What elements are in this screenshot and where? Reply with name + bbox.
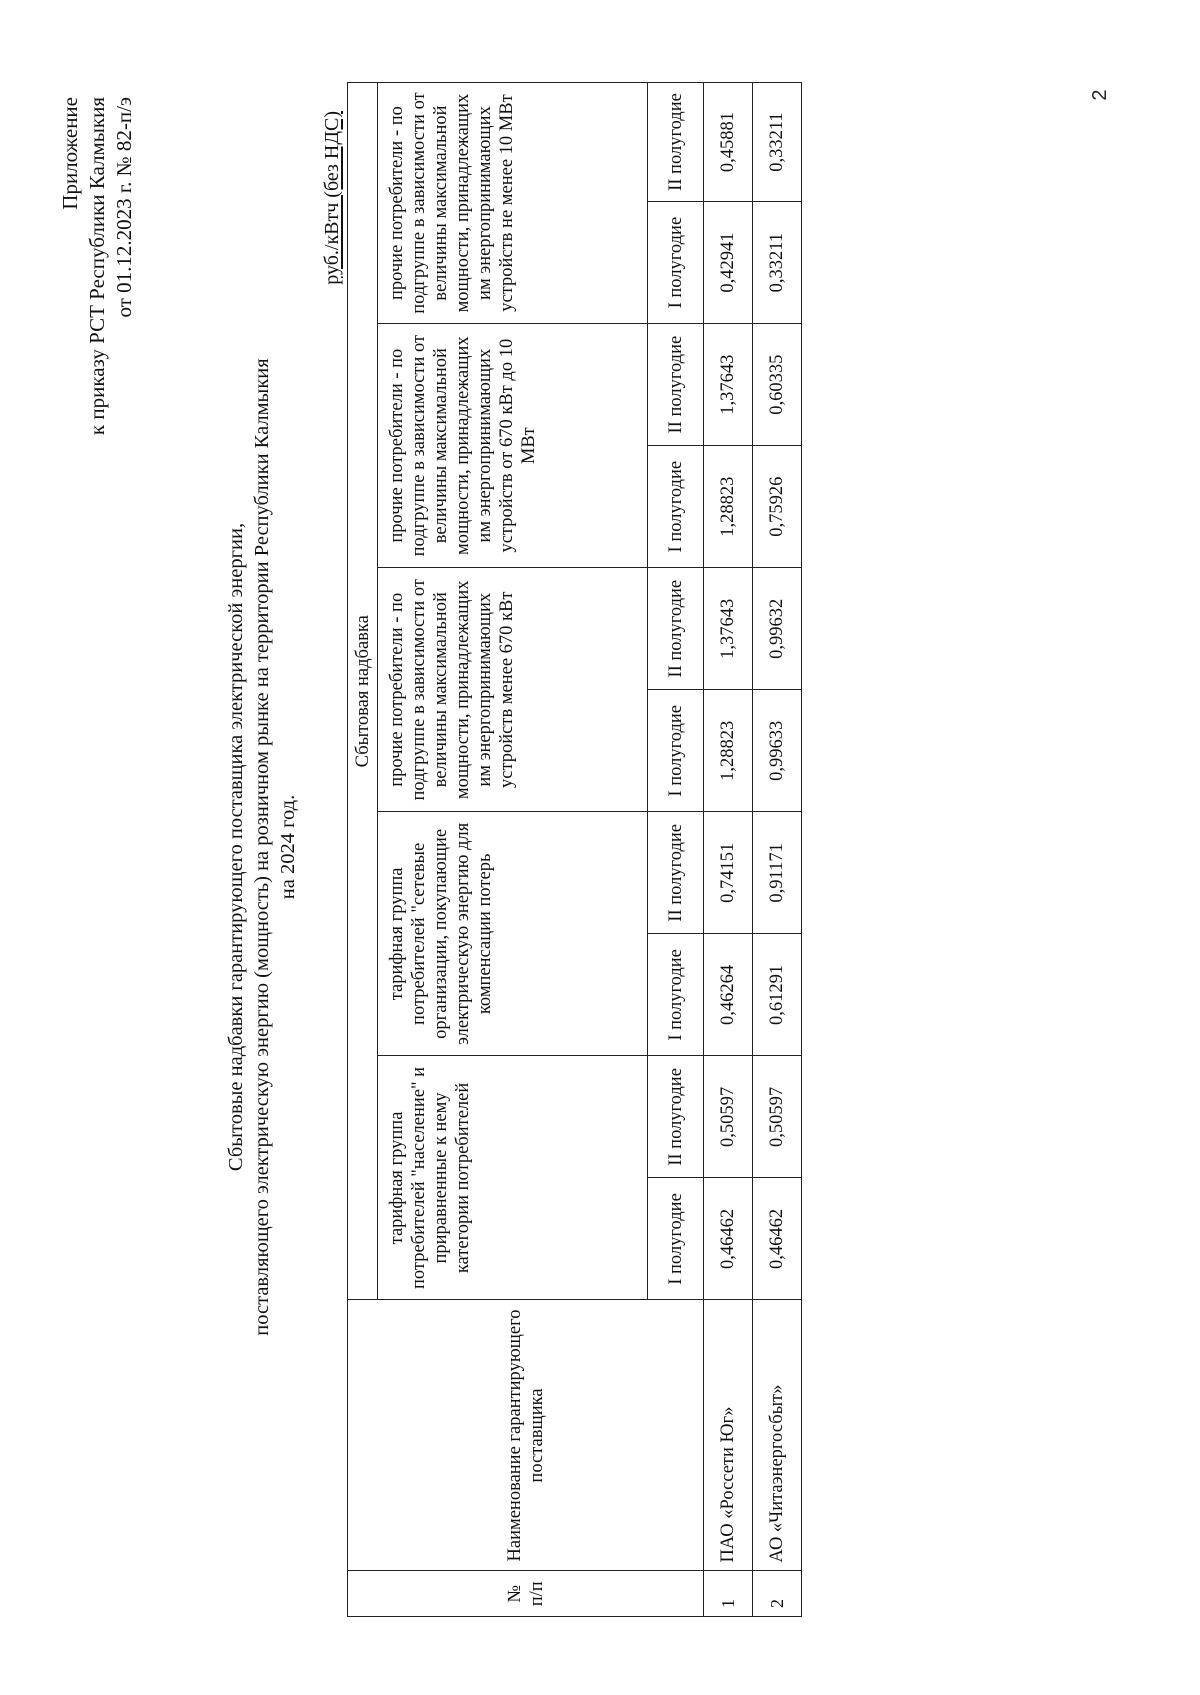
value-cell: 0,61291 <box>753 934 802 1056</box>
approval-line-2: к приказу РСТ Республики Калмыкия <box>85 97 109 436</box>
row-number: 1 <box>704 1571 753 1617</box>
page-number: 2 <box>1088 89 1111 101</box>
approval-line-3: от 01.12.2023 г. № 82-п/э <box>112 97 136 318</box>
value-cell: 0,50597 <box>753 1056 802 1178</box>
value-cell: 0,33211 <box>753 83 802 202</box>
header-category-under-670kw: прочие потребители - по подгруппе в зависимости от величины максимальной мощности, принадлежащих им энергопринимающих устройств менее 670 кВт <box>378 568 648 812</box>
value-cell: 1,37643 <box>704 324 753 446</box>
title-line-1: Сбытовые надбавки гарантирующего поставщика электрической энергии, <box>225 522 247 1172</box>
value-cell: 0,60335 <box>753 324 802 446</box>
header-half-2: II полугодие <box>648 812 704 934</box>
header-num: № п/п <box>348 1571 704 1617</box>
row-number: 2 <box>753 1571 802 1617</box>
value-cell: 0,45881 <box>704 83 753 202</box>
header-supplier-name: Наименование гарантирующего поставщика <box>348 1300 704 1571</box>
value-cell: 1,37643 <box>704 568 753 690</box>
header-half-1: I полугодие <box>648 1178 704 1300</box>
value-cell: 0,74151 <box>704 812 753 934</box>
header-half-1: I полугодие <box>648 202 704 324</box>
units-label: руб./кВтч (без НДС) <box>321 111 343 285</box>
approval-line-1: Приложение <box>58 97 82 210</box>
value-cell: 0,91171 <box>753 812 802 934</box>
supplier-name: ПАО «Россети Юг» <box>704 1300 753 1571</box>
header-half-1: I полугодие <box>648 446 704 568</box>
header-category-population: тарифная группа потребителей "население" и приравненные к нему категории потребителей <box>378 1056 648 1300</box>
table-row <box>704 83 753 1617</box>
approval-block <box>57 97 138 435</box>
header-half-1: I полугодие <box>648 934 704 1056</box>
value-cell: 0,46264 <box>704 934 753 1056</box>
value-cell: 0,46462 <box>704 1178 753 1300</box>
value-cell: 0,50597 <box>704 1056 753 1178</box>
header-half-2: II полугодие <box>648 1056 704 1178</box>
value-cell: 0,33211 <box>753 202 802 324</box>
value-cell: 1,28823 <box>704 446 753 568</box>
header-category-670kw-10mw: прочие потребители - по подгруппе в зависимости от величины максимальной мощности, принадлежащих им энергопринимающих устройств от 670 кВт до 10 МВт <box>378 324 648 568</box>
header-category-network-orgs: тарифная группа потребителей "сетевые организации, покупающие электрическую энергию для компенсации потерь <box>378 812 648 1056</box>
table-row <box>753 83 802 1617</box>
header-half-2: II полугодие <box>648 324 704 446</box>
header-group-sales-markup: Сбытовая надбавка <box>348 83 378 1301</box>
supplier-name: АО «Читаэнергосбыт» <box>753 1300 802 1571</box>
document-title <box>223 37 301 1657</box>
header-half-1: I полугодие <box>648 690 704 812</box>
title-line-3: на 2024 год. <box>277 794 299 900</box>
title-line-2: поставляющего электрическую энергию (мощность) на розничном рынке на территории Республики Калмыкия <box>251 358 273 1336</box>
header-half-2: II полугодие <box>648 568 704 690</box>
value-cell: 0,99633 <box>753 690 802 812</box>
header-half-2: II полугодие <box>648 83 704 202</box>
value-cell: 1,28823 <box>704 690 753 812</box>
value-cell: 0,75926 <box>753 446 802 568</box>
value-cell: 0,99632 <box>753 568 802 690</box>
header-category-over-10mw: прочие потребители - по подгруппе в зависимости от величины максимальной мощности, принадлежащих им энергопринимающих устройств не менее 10 МВт <box>378 83 648 324</box>
tariff-table <box>347 82 802 1617</box>
value-cell: 0,42941 <box>704 202 753 324</box>
value-cell: 0,46462 <box>753 1178 802 1300</box>
document-sheet <box>5 37 1195 1657</box>
